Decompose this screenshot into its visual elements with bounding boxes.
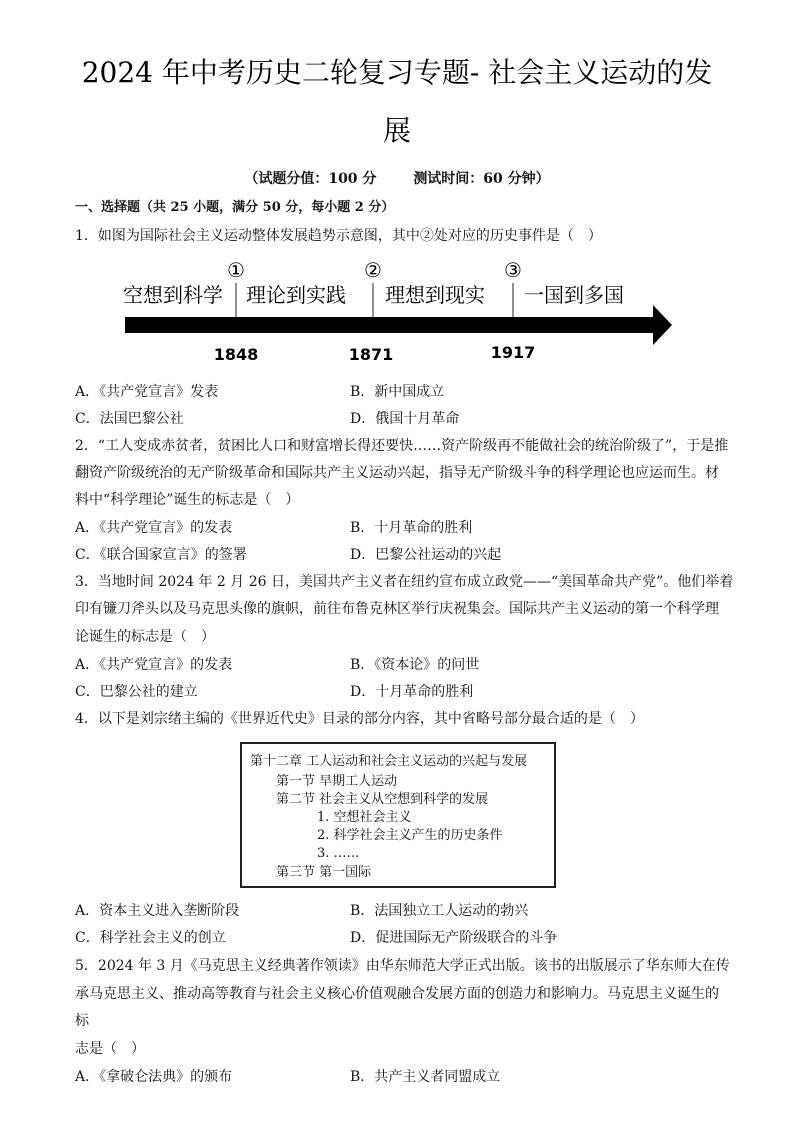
stage-2-label: 理论到实践 (246, 283, 346, 307)
q1-option-c[interactable]: C．法国巴黎公社 (75, 411, 184, 427)
page-title-line-1: 2024 年中考历史二轮复习专题- 社会主义运动的发 (81, 56, 713, 89)
q1-option-d[interactable]: D．俄国十月革命 (350, 411, 460, 427)
marker-3: ③ (504, 258, 522, 282)
q3-option-b[interactable]: B．《资本论》的问世 (350, 657, 480, 673)
question-2-line-1: 2．“工人变成赤贫者，贫困比人口和财富增长得还要快……资产阶级再不能做社会的统治阶级了”，于是推 (75, 438, 729, 454)
year-1: 1848 (213, 345, 259, 364)
stage-4-label: 一国到多国 (524, 283, 624, 307)
question-5-line-1: 5．2024 年 3 月《马克思主义经典著作领读》由华东师范大学正式出版。该书的出版展示了华东师大在传 (75, 958, 730, 974)
question-3-line-3: 论诞生的标志是（ ） (75, 629, 215, 645)
q2-option-c[interactable]: C．《联合国家宣言》的签署 (75, 547, 247, 563)
q1-option-b[interactable]: B．新中国成立 (350, 384, 445, 400)
score-info: （试题分值：100 分 (244, 171, 377, 187)
toc-section-1: 第一节 早期工人运动 (276, 774, 398, 789)
question-5-line-2: 承马克思主义、推动高等教育与社会主义核心价值观融合发展方面的创造力和影响力。马克思主义诞生的 (75, 986, 719, 1002)
question-2-line-3: 料中“科学理论”诞生的标志是（ ） (75, 492, 300, 508)
q4-option-c[interactable]: C．科学社会主义的创立 (75, 930, 226, 946)
question-3-line-2: 印有镰刀斧头以及马克思头像的旗帜，前往布鲁克林区举行庆祝集会。国际共产主义运动的第一个科学理 (75, 601, 719, 617)
toc-item-1: 1. 空想社会主义 (317, 810, 412, 825)
question-4-stem: 4．以下是刘宗绪主编的《世界近代史》目录的部分内容，其中省略号部分最合适的是（ ） (75, 711, 644, 727)
toc-section-2: 第二节 社会主义从空想到科学的发展 (276, 792, 489, 807)
question-3-line-1: 3．当地时间 2024 年 2 月 26 日，美国共产主义者在纽约宣布成立政党——“美国革命共产党”。他们举着 (75, 574, 734, 590)
question-1-stem: 1．如图为国际社会主义运动整体发展趋势示意图，其中②处对应的历史事件是（ ） (75, 228, 602, 244)
q4-option-a[interactable]: A．资本主义进入垄断阶段 (75, 903, 240, 919)
q1-option-a[interactable]: A．《共产党宣言》发表 (75, 384, 219, 400)
question-5-line-4: 志是（ ） (75, 1041, 145, 1057)
marker-1: ① (227, 258, 245, 282)
q3-option-a[interactable]: A．《共产党宣言》的发表 (75, 657, 233, 673)
q4-option-d[interactable]: D．促进国际无产阶级联合的斗争 (350, 930, 558, 946)
q2-option-a[interactable]: A．《共产党宣言》的发表 (75, 520, 233, 536)
q4-option-b[interactable]: B．法国独立工人运动的勃兴 (350, 903, 529, 919)
year-3: 1917 (490, 343, 536, 362)
toc-chapter: 第十二章 工人运动和社会主义运动的兴起与发展 (250, 754, 528, 769)
marker-2: ② (364, 258, 382, 282)
q5-option-a[interactable]: A．《拿破仑法典》的颁布 (75, 1069, 233, 1085)
q2-option-b[interactable]: B．十月革命的胜利 (350, 520, 473, 536)
q5-option-b[interactable]: B．共产主义者同盟成立 (350, 1069, 501, 1085)
exam-meta (0, 168, 794, 188)
page-title-line-2: 展 (382, 114, 411, 147)
q3-option-d[interactable]: D．十月革命的胜利 (350, 684, 474, 700)
question-2-line-2: 翻资产阶级统治的无产阶级革命和国际共产主义运动兴起，指导无产阶级斗争的科学理论也应运而生。材 (75, 465, 719, 481)
time-info: 测试时间：60 分钟） (413, 171, 550, 187)
toc-item-2: 2. 科学社会主义产生的历史条件 (317, 828, 503, 843)
toc-section-3: 第三节 第一国际 (276, 865, 372, 880)
toc-item-3: 3. …… (317, 846, 360, 861)
table-of-contents-box (240, 742, 556, 888)
year-2: 1871 (348, 345, 394, 364)
q3-option-c[interactable]: C．巴黎公社的建立 (75, 684, 198, 700)
q2-option-d[interactable]: D．巴黎公社运动的兴起 (350, 547, 502, 563)
question-5-line-3: 标 (75, 1013, 89, 1029)
development-timeline-diagram (115, 255, 685, 370)
section-heading: 一、选择题（共 25 小题，满分 50 分，每小题 2 分） (75, 200, 395, 215)
stage-1-label: 空想到科学 (123, 283, 223, 307)
stage-3-label: 理想到现实 (385, 283, 485, 307)
timeline-arrow (125, 305, 672, 345)
